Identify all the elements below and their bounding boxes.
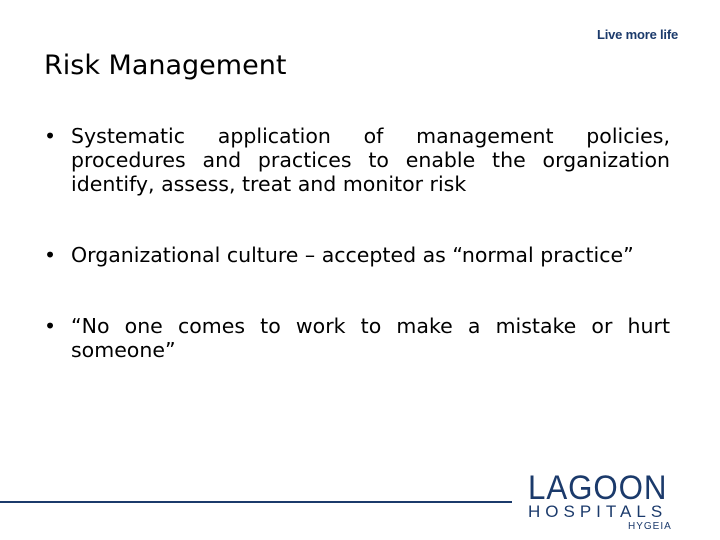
- bullet-marker: •: [44, 124, 57, 148]
- bullet-list: [44, 124, 670, 362]
- bullet-item: [44, 314, 670, 362]
- slide-title: Risk Management: [44, 50, 287, 81]
- logo-name: LAGOON: [528, 469, 668, 507]
- lagoon-hospitals-logo: [528, 470, 678, 534]
- bullet-item: [44, 243, 670, 267]
- bullet-text: “No one comes to work to make a mistake or hurt someone”: [71, 314, 670, 362]
- tagline: Live more life: [596, 27, 678, 42]
- logo-subtitle-2: HYGEIA: [628, 521, 672, 532]
- bullet-item: [44, 124, 670, 196]
- bullet-text: Systematic application of management policies, procedures and practices to enable the organization identify, assess, treat and monitor risk: [71, 124, 670, 196]
- bullet-text: Organizational culture – accepted as “normal practice”: [71, 243, 634, 267]
- bullet-marker: •: [44, 243, 57, 267]
- footer-divider: [0, 501, 512, 503]
- logo-subtitle: HOSPITALS: [528, 502, 668, 521]
- bullet-marker: •: [44, 314, 57, 338]
